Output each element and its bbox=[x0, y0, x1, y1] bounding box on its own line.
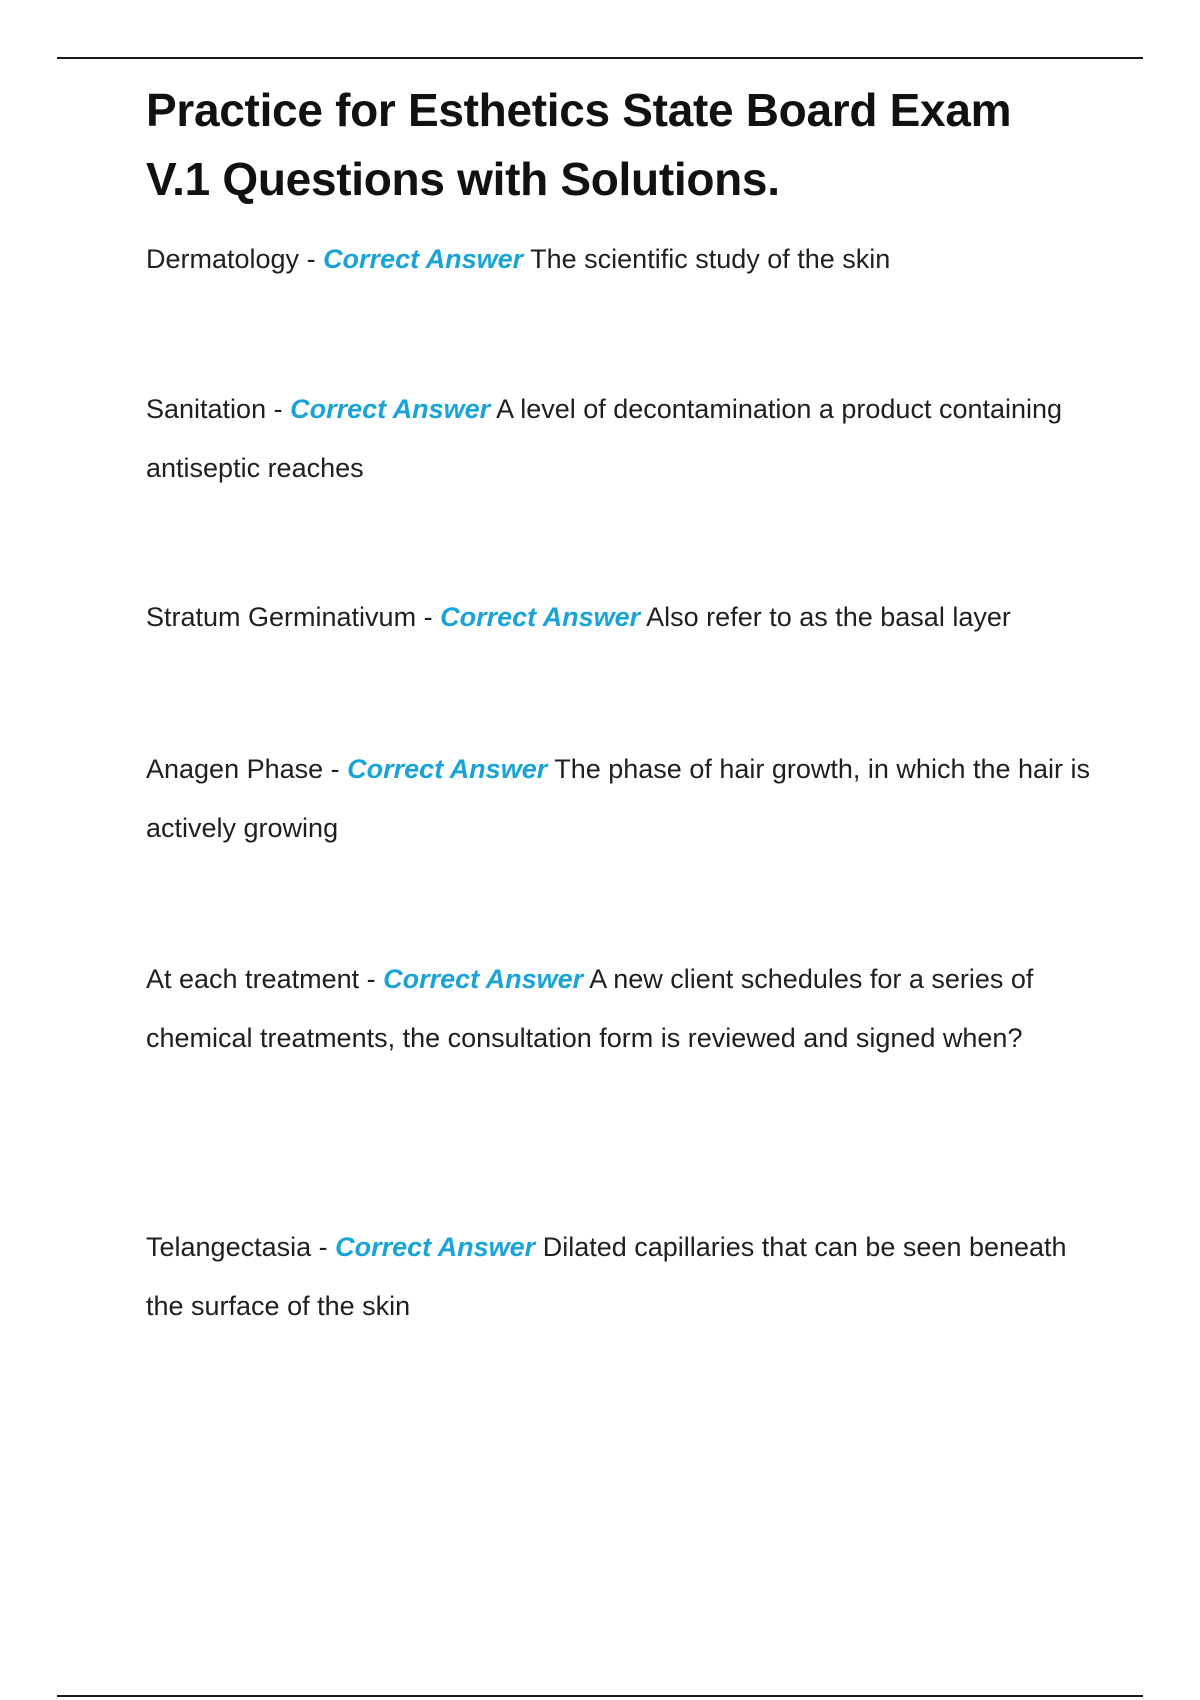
qa-answer: Dilated capillaries that can be seen beneath the surface of the skin bbox=[146, 1232, 1067, 1321]
qa-term: Telangectasia bbox=[146, 1232, 312, 1262]
qa-term: Sanitation bbox=[146, 394, 267, 424]
correct-answer-label: Correct Answer bbox=[383, 964, 584, 994]
qa-term: Stratum Germinativum bbox=[146, 602, 417, 632]
document-title bbox=[146, 76, 1106, 214]
qa-answer: A new client schedules for a series of chemical treatments, the consultation form is reviewed and signed when? bbox=[146, 964, 1034, 1053]
qa-term: Anagen Phase bbox=[146, 754, 324, 784]
correct-answer-label: Correct Answer bbox=[440, 602, 641, 632]
qa-item-dermatology: Dermatology - Correct Answer The scientific study of the skin bbox=[146, 244, 891, 274]
correct-answer-label: Correct Answer bbox=[335, 1232, 536, 1262]
qa-item-telangectasia: Telangectasia - Correct Answer Dilated capillaries that can be seen beneath the surface of the skin bbox=[146, 1232, 1067, 1321]
correct-answer-label: Correct Answer bbox=[347, 754, 548, 784]
qa-answer: The scientific study of the skin bbox=[530, 244, 891, 274]
qa-answer: The phase of hair growth, in which the hair is actively growing bbox=[146, 754, 1091, 843]
correct-answer-label: Correct Answer bbox=[323, 244, 524, 274]
top-rule bbox=[57, 57, 1143, 59]
qa-answer: Also refer to as the basal layer bbox=[646, 602, 1011, 632]
qa-item-anagen-phase: Anagen Phase - Correct Answer The phase of hair growth, in which the hair is actively growing bbox=[146, 754, 1091, 843]
bottom-rule bbox=[57, 1695, 1143, 1697]
qa-answer: A level of decontamination a product containing antiseptic reaches bbox=[146, 394, 1063, 483]
correct-answer-label: Correct Answer bbox=[290, 394, 491, 424]
title-line-1: Practice for Esthetics State Board Exam bbox=[146, 84, 1012, 136]
qa-item-sanitation: Sanitation - Correct Answer A level of decontamination a product containing antiseptic reaches bbox=[146, 394, 1063, 483]
qa-item-stratum-germinativum: Stratum Germinativum - Correct Answer Also refer to as the basal layer bbox=[146, 602, 1011, 632]
title-line-2: V.1 Questions with Solutions. bbox=[146, 153, 780, 205]
qa-term: Dermatology bbox=[146, 244, 300, 274]
qa-item-at-each-treatment: At each treatment - Correct Answer A new client schedules for a series of chemical treatments, the consultation form is reviewed and signed when? bbox=[146, 964, 1034, 1053]
qa-term: At each treatment bbox=[146, 964, 360, 994]
